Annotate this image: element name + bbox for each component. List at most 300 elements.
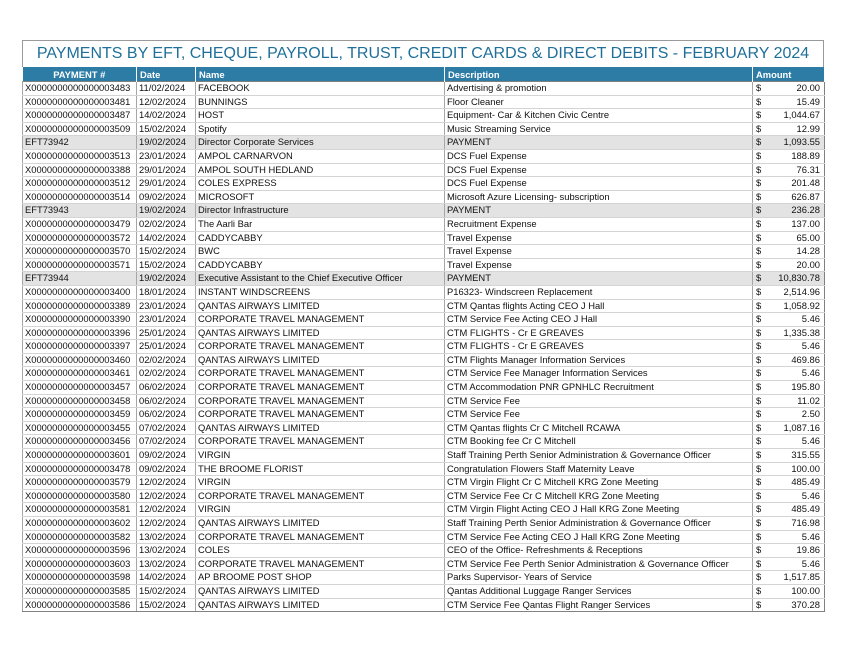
payment-number-cell: X0000000000000003457 [23,381,137,395]
description-cell: CTM Service Fee Perth Senior Administration & Governance Officer [445,557,753,571]
currency-symbol: $ [756,122,762,134]
amount-cell [753,408,825,422]
date-cell: 09/02/2024 [137,462,196,476]
description-cell: CTM Virgin Flight Acting CEO J Hall KRG Zone Meeting [445,503,753,517]
name-cell: QANTAS AIRWAYS LIMITED [196,598,445,612]
currency-symbol: $ [756,177,762,189]
payment-number-cell: X0000000000000003602 [23,517,137,531]
description-cell: Qantas Additional Luggage Ranger Services [445,584,753,598]
amount-value: 10,830.78 [778,272,820,284]
name-cell: CORPORATE TRAVEL MANAGEMENT [196,530,445,544]
amount-cell [753,149,825,163]
amount-cell [753,177,825,191]
currency-symbol: $ [756,149,762,161]
payment-number-cell: X0000000000000003461 [23,367,137,381]
description-cell: P16323- Windscreen Replacement [445,285,753,299]
amount-cell [753,190,825,204]
date-cell: 12/02/2024 [137,517,196,531]
amount-cell [753,217,825,231]
amount-cell [753,584,825,598]
payment-number-cell: X0000000000000003598 [23,571,137,585]
description-cell: Floor Cleaner [445,95,753,109]
amount-value: 370.28 [791,598,820,610]
date-cell: 15/02/2024 [137,245,196,259]
amount-value: 1,044.67 [783,109,820,121]
amount-cell [753,353,825,367]
date-cell: 23/01/2024 [137,313,196,327]
description-cell: CTM Service Fee Manager Information Services [445,367,753,381]
amount-cell [753,163,825,177]
date-cell: 13/02/2024 [137,557,196,571]
table-row [23,163,825,177]
amount-cell [753,571,825,585]
amount-value: 14.28 [796,245,820,257]
description-cell: Travel Expense [445,231,753,245]
payment-number-cell: X0000000000000003487 [23,109,137,123]
date-cell: 14/02/2024 [137,231,196,245]
table-row-eft [23,136,825,150]
name-cell: QANTAS AIRWAYS LIMITED [196,326,445,340]
payment-number-cell: X0000000000000003601 [23,449,137,463]
currency-symbol: $ [756,109,762,121]
currency-symbol: $ [756,136,762,148]
payment-number-cell: X0000000000000003603 [23,557,137,571]
table-row [23,326,825,340]
date-cell: 09/02/2024 [137,449,196,463]
name-cell: COLES [196,544,445,558]
currency-symbol: $ [756,503,762,515]
name-cell: FACEBOOK [196,82,445,96]
table-row [23,367,825,381]
table-row [23,557,825,571]
amount-value: 485.49 [791,476,820,488]
amount-cell [753,122,825,136]
amount-value: 1,087.16 [783,421,820,433]
currency-symbol: $ [756,313,762,325]
currency-symbol: $ [756,408,762,420]
payment-number-cell: X0000000000000003582 [23,530,137,544]
name-cell: Director Infrastructure [196,204,445,218]
amount-cell [753,326,825,340]
date-cell: 15/02/2024 [137,584,196,598]
description-cell: Travel Expense [445,258,753,272]
currency-symbol: $ [756,517,762,528]
description-cell: CTM Service Fee [445,408,753,422]
currency-symbol: $ [756,462,762,474]
description-cell: CTM Service Fee [445,394,753,408]
payments-table [22,67,825,612]
name-cell: AP BROOME POST SHOP [196,571,445,585]
currency-symbol: $ [756,163,762,175]
date-cell: 13/02/2024 [137,530,196,544]
description-cell: DCS Fuel Expense [445,163,753,177]
table-row [23,340,825,354]
currency-symbol: $ [756,82,762,93]
currency-symbol: $ [756,285,762,297]
amount-cell [753,313,825,327]
description-cell: CTM Virgin Flight Cr C Mitchell KRG Zone Meeting [445,476,753,490]
description-cell: CTM Accommodation PNR GPNHLC Recruitment [445,381,753,395]
name-cell: CORPORATE TRAVEL MANAGEMENT [196,408,445,422]
currency-symbol: $ [756,584,762,596]
payment-number-cell: X0000000000000003586 [23,598,137,612]
description-cell: CTM Qantas flights Acting CEO J Hall [445,299,753,313]
payment-number-cell: X0000000000000003585 [23,584,137,598]
date-cell: 02/02/2024 [137,367,196,381]
date-cell: 19/02/2024 [137,204,196,218]
description-cell: PAYMENT [445,272,753,286]
table-row [23,421,825,435]
name-cell: QANTAS AIRWAYS LIMITED [196,584,445,598]
table-row [23,82,825,96]
payment-number-cell: X0000000000000003389 [23,299,137,313]
name-cell: Spotify [196,122,445,136]
amount-value: 5.46 [801,530,820,542]
payment-number-cell: X0000000000000003513 [23,149,137,163]
date-cell: 07/02/2024 [137,435,196,449]
amount-cell [753,82,825,96]
description-cell: Congratulation Flowers Staff Maternity Leave [445,462,753,476]
table-row [23,530,825,544]
table-row [23,598,825,612]
amount-cell [753,204,825,218]
name-cell: Executive Assistant to the Chief Executive Officer [196,272,445,286]
description-cell: Equipment- Car & Kitchen Civic Centre [445,109,753,123]
payment-number-cell: X0000000000000003483 [23,82,137,96]
table-row [23,449,825,463]
column-header-amount: Amount [753,67,825,82]
date-cell: 12/02/2024 [137,95,196,109]
description-cell: Travel Expense [445,245,753,259]
currency-symbol: $ [756,299,762,311]
name-cell: QANTAS AIRWAYS LIMITED [196,353,445,367]
amount-value: 1,058.92 [783,299,820,311]
table-row [23,217,825,231]
name-cell: QANTAS AIRWAYS LIMITED [196,299,445,313]
payment-number-cell: X0000000000000003512 [23,177,137,191]
amount-cell [753,367,825,381]
amount-value: 315.55 [791,449,820,461]
amount-cell [753,449,825,463]
description-cell: PAYMENT [445,136,753,150]
date-cell: 12/02/2024 [137,503,196,517]
currency-symbol: $ [756,435,762,447]
date-cell: 15/02/2024 [137,258,196,272]
amount-value: 100.00 [791,584,820,596]
name-cell: AMPOL CARNARVON [196,149,445,163]
date-cell: 25/01/2024 [137,326,196,340]
name-cell: BWC [196,245,445,259]
amount-cell [753,421,825,435]
amount-value: 1,335.38 [783,326,820,338]
table-row [23,476,825,490]
description-cell: CTM Service Fee Acting CEO J Hall [445,313,753,327]
currency-symbol: $ [756,544,762,556]
table-row [23,462,825,476]
name-cell: CADDYCABBY [196,231,445,245]
amount-cell [753,258,825,272]
payment-number-cell: X0000000000000003455 [23,421,137,435]
header-row [23,67,825,82]
amount-cell [753,476,825,490]
currency-symbol: $ [756,204,762,216]
amount-cell [753,544,825,558]
name-cell: CORPORATE TRAVEL MANAGEMENT [196,489,445,503]
payment-number-cell: EFT73943 [23,204,137,218]
amount-cell [753,435,825,449]
amount-cell [753,381,825,395]
amount-value: 76.31 [796,163,820,175]
amount-cell [753,598,825,612]
description-cell: Staff Training Perth Senior Administration & Governance Officer [445,449,753,463]
amount-value: 19.86 [796,544,820,556]
date-cell: 29/01/2024 [137,177,196,191]
table-row [23,258,825,272]
date-cell: 02/02/2024 [137,217,196,231]
name-cell: CORPORATE TRAVEL MANAGEMENT [196,435,445,449]
name-cell: CORPORATE TRAVEL MANAGEMENT [196,313,445,327]
amount-cell [753,489,825,503]
description-cell: CTM FLIGHTS - Cr E GREAVES [445,326,753,340]
amount-value: 236.28 [791,204,820,216]
table-row [23,503,825,517]
amount-value: 1,517.85 [783,571,820,583]
column-header-name: Name [196,67,445,82]
description-cell: DCS Fuel Expense [445,177,753,191]
table-row [23,231,825,245]
currency-symbol: $ [756,394,762,406]
name-cell: THE BROOME FLORIST [196,462,445,476]
date-cell: 19/02/2024 [137,136,196,150]
table-row [23,584,825,598]
amount-cell [753,557,825,571]
amount-cell [753,503,825,517]
currency-symbol: $ [756,340,762,352]
table-row-eft [23,204,825,218]
currency-symbol: $ [756,95,762,107]
name-cell: HOST [196,109,445,123]
currency-symbol: $ [756,489,762,501]
amount-value: 2.50 [801,408,820,420]
name-cell: CORPORATE TRAVEL MANAGEMENT [196,557,445,571]
name-cell: VIRGIN [196,476,445,490]
amount-value: 11.02 [797,394,820,406]
amount-value: 469.86 [791,353,820,365]
description-cell: Music Streaming Service [445,122,753,136]
currency-symbol: $ [756,449,762,461]
payment-number-cell: X0000000000000003572 [23,231,137,245]
name-cell: MICROSOFT [196,190,445,204]
name-cell: QANTAS AIRWAYS LIMITED [196,421,445,435]
date-cell: 12/02/2024 [137,476,196,490]
description-cell: Staff Training Perth Senior Administration & Governance Officer [445,517,753,531]
amount-value: 485.49 [791,503,820,515]
currency-symbol: $ [756,231,762,243]
currency-symbol: $ [756,476,762,488]
table-row [23,571,825,585]
name-cell: The Aarli Bar [196,217,445,231]
date-cell: 25/01/2024 [137,340,196,354]
name-cell: CORPORATE TRAVEL MANAGEMENT [196,394,445,408]
table-row [23,285,825,299]
payment-number-cell: X0000000000000003460 [23,353,137,367]
table-row [23,122,825,136]
table-row [23,299,825,313]
payments-sheet [22,40,824,612]
date-cell: 15/02/2024 [137,122,196,136]
payment-number-cell: X0000000000000003570 [23,245,137,259]
date-cell: 13/02/2024 [137,544,196,558]
description-cell: CTM Service Fee Acting CEO J Hall KRG Zone Meeting [445,530,753,544]
amount-cell [753,245,825,259]
currency-symbol: $ [756,421,762,433]
amount-value: 20.00 [796,258,820,270]
amount-value: 626.87 [791,190,820,202]
payment-number-cell: X0000000000000003509 [23,122,137,136]
table-row [23,435,825,449]
amount-cell [753,136,825,150]
date-cell: 07/02/2024 [137,421,196,435]
payment-number-cell: X0000000000000003478 [23,462,137,476]
date-cell: 18/01/2024 [137,285,196,299]
payment-number-cell: X0000000000000003396 [23,326,137,340]
table-row [23,313,825,327]
column-header-description: Description [445,67,753,82]
payment-number-cell: X0000000000000003580 [23,489,137,503]
amount-value: 5.46 [801,557,820,569]
payment-number-cell: EFT73944 [23,272,137,286]
description-cell: Recruitment Expense [445,217,753,231]
payment-number-cell: X0000000000000003514 [23,190,137,204]
amount-value: 5.46 [801,489,820,501]
amount-value: 5.46 [801,313,820,325]
payment-number-cell: X0000000000000003596 [23,544,137,558]
table-row [23,177,825,191]
amount-cell [753,517,825,531]
table-row [23,109,825,123]
date-cell: 14/02/2024 [137,571,196,585]
table-row [23,149,825,163]
amount-value: 12.99 [796,122,820,134]
currency-symbol: $ [756,571,762,583]
column-header-payment: PAYMENT # [23,67,137,82]
table-row [23,517,825,531]
amount-value: 195.80 [791,381,820,393]
date-cell: 11/02/2024 [137,82,196,96]
currency-symbol: $ [756,217,762,229]
currency-symbol: $ [756,258,762,270]
table-row [23,394,825,408]
payment-number-cell: X0000000000000003397 [23,340,137,354]
table-row-eft [23,272,825,286]
date-cell: 19/02/2024 [137,272,196,286]
date-cell: 06/02/2024 [137,408,196,422]
currency-symbol: $ [756,381,762,393]
amount-cell [753,109,825,123]
amount-value: 5.46 [801,435,820,447]
amount-cell [753,340,825,354]
payment-number-cell: X0000000000000003390 [23,313,137,327]
amount-value: 1,093.55 [783,136,820,148]
payment-number-cell: X0000000000000003456 [23,435,137,449]
amount-value: 201.48 [791,177,820,189]
currency-symbol: $ [756,367,762,379]
amount-cell [753,95,825,109]
payment-number-cell: X0000000000000003400 [23,285,137,299]
description-cell: CEO of the Office- Refreshments & Receptions [445,544,753,558]
name-cell: CORPORATE TRAVEL MANAGEMENT [196,381,445,395]
amount-value: 65.00 [796,231,820,243]
date-cell: 06/02/2024 [137,381,196,395]
payment-number-cell: X0000000000000003479 [23,217,137,231]
amount-value: 100.00 [791,462,820,474]
amount-value: 188.89 [791,149,820,161]
amount-cell [753,299,825,313]
description-cell: Parks Supervisor- Years of Service [445,571,753,585]
amount-value: 716.98 [791,517,820,528]
amount-value: 5.46 [801,367,820,379]
payment-number-cell: X0000000000000003388 [23,163,137,177]
payment-number-cell: X0000000000000003459 [23,408,137,422]
date-cell: 15/02/2024 [137,598,196,612]
date-cell: 14/02/2024 [137,109,196,123]
currency-symbol: $ [756,272,762,284]
amount-cell [753,231,825,245]
date-cell: 12/02/2024 [137,489,196,503]
description-cell: CTM FLIGHTS - Cr E GREAVES [445,340,753,354]
currency-symbol: $ [756,245,762,257]
name-cell: BUNNINGS [196,95,445,109]
payment-number-cell: X0000000000000003481 [23,95,137,109]
amount-cell [753,285,825,299]
name-cell: VIRGIN [196,449,445,463]
description-cell: CTM Qantas flights Cr C Mitchell RCAWA [445,421,753,435]
name-cell: INSTANT WINDSCREENS [196,285,445,299]
date-cell: 29/01/2024 [137,163,196,177]
name-cell: Director Corporate Services [196,136,445,150]
payment-number-cell: X0000000000000003458 [23,394,137,408]
amount-cell [753,394,825,408]
name-cell: AMPOL SOUTH HEDLAND [196,163,445,177]
table-row [23,544,825,558]
amount-cell [753,530,825,544]
description-cell: DCS Fuel Expense [445,149,753,163]
table-row [23,381,825,395]
currency-symbol: $ [756,530,762,542]
currency-symbol: $ [756,190,762,202]
name-cell: VIRGIN [196,503,445,517]
column-header-date: Date [137,67,196,82]
table-row [23,245,825,259]
name-cell: QANTAS AIRWAYS LIMITED [196,517,445,531]
table-row [23,489,825,503]
date-cell: 02/02/2024 [137,353,196,367]
payment-number-cell: EFT73942 [23,136,137,150]
currency-symbol: $ [756,598,762,610]
table-body [23,82,825,612]
table-row [23,190,825,204]
name-cell: CORPORATE TRAVEL MANAGEMENT [196,367,445,381]
amount-cell [753,272,825,286]
amount-value: 20.00 [796,82,820,93]
amount-value: 2,514.96 [783,285,820,297]
currency-symbol: $ [756,353,762,365]
table-row [23,408,825,422]
page-title: PAYMENTS BY EFT, CHEQUE, PAYROLL, TRUST, CREDIT CARDS & DIRECT DEBITS - FEBRUARY 2024 [22,40,824,67]
date-cell: 06/02/2024 [137,394,196,408]
description-cell: PAYMENT [445,204,753,218]
currency-symbol: $ [756,557,762,569]
